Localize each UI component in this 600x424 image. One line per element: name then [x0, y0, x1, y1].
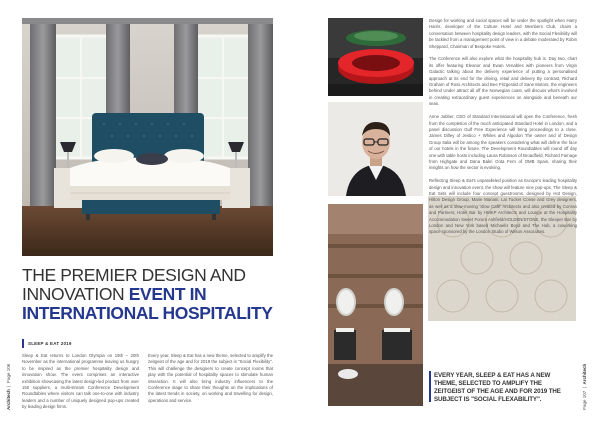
- pullquote-rule: [429, 371, 431, 402]
- red-lounge-photo: [328, 18, 423, 96]
- folio-left-page: Page 106: [6, 363, 11, 384]
- byline: SLEEP & EAT 2019: [28, 341, 72, 346]
- folio-right-page: Page 107: [582, 390, 587, 410]
- body-column-2: Every year, Sleep & Eat has a new theme, selected to amplify the zeitgeist of the age and for 2019 the subject is "Social Flexibility". This will challenge the designers to create concept rooms that play with the potential of hospitality spaces to stimulate human interaction. It will also bring industry influencers to the Conference stage to share their thoughts on the implications of the latest trends in society, on working and travelling for design, operations and service.: [148, 353, 273, 403]
- folio-right: Page 107 | Architech: [582, 363, 587, 410]
- article-headline: [22, 266, 282, 323]
- folio-left-brand: Architech: [6, 389, 11, 410]
- bedroom-illustration: [22, 18, 273, 256]
- body-column-3: Design for working and social spaces will be under the spotlight when Harry Harris, developer of the Culture Hotel and Members Club, chairs a conversation between hospitality design leaders, with the Social Flexibility will be tackled from a management point of view in a debate moderated by Robin Sheppard, Chairman of Bespoke Hotels. The Conference will also explore what the hospitality hub is. Day two, chart its offer featuring Eleanor and Ewan Venables with pioneers from Virgin Galactic talking about the delivery experience of putting a personalised approach at its end for the driving, retail and delivery By contrast, Richard Graham of Ross Architects and Bee Fitzgerald of Sane Motors, the engineers behind Under attract all off the Norwegian coast, will discuss what's involved in creating extraordinary guest experiences on alongside and beneath our seas. Anne Jubber, CEO of Standard International will open the Conference, fresh from the completion of the much anticipated Standard Hotel in London, and a panel discussion Gulf Free Experience will bring proceedings to a close. James Dilley of Jestico + Whiles and Algodon The owner and of Design Group Italia will be among the speakers considering what will define the face of our hotels in the future. The Development Roundtables will round off day one with table hosts including Laura Robinson of Broadfield, Richard Farnage from Highgate and Dana Bakri Oota Fern of OMB Spain, sharing their insights on how the sector is evolving. Reflecting Sleep & Eat's unparalleled position as Europe's leading hospitality design and innovation event, the show will feature nine pop-ups. The Sleep & Eat Sets will include four concept guestrooms, designed by Hot Design, Hilton Design Group, Marie Mariani, Lai Tucker Conse and Grey designers, as well as a slow-moving 'Slow Café' Architects and also created by Conran and Partners; Hotel Bar by HMKP Architects and Lounge at the Hospitality Accommodation Sweet Forum Ashfield/HOLDEN/STONE, the Sleeper Bar by London and New York based Michaelis Boyd and The Hub, a coworking space sponsored by the London Studio of Wilson Associates.: [429, 18, 577, 235]
- red-lounge-illustration: [328, 18, 423, 96]
- bathroom-illustration: [328, 204, 423, 406]
- pullquote: EVERY YEAR, SLEEP & EAT HAS A NEW THEME, SELECTED TO AMPLIFY THE ZEITGEIST OF THE AGE AND FOR 2019 THE SUBJECT IS "SOCIAL FLEXABILITY".: [434, 372, 561, 403]
- speaker-portrait-photo: [328, 102, 423, 196]
- folio-left: Architech | Page 106: [6, 363, 11, 410]
- folio-right-brand: Architech: [582, 363, 587, 385]
- speaker-portrait-illustration: [328, 102, 423, 196]
- headline-line-3-accent: INTERNATIONAL HOSPITALITY: [22, 303, 273, 323]
- body-column-1: Sleep & Eat returns to London Olympia on 19th – 20th November as the international programme leaving us hungry to be inspired as the premier hospitality design and innovation show. The event comprises an interactive exhibition showcasing the latest design-led product from over 150 suppliers, a multi-stream Conference Development Roundtables where visitors can talk one-to-one with industry leaders and a number of uniquely designed pop-ups created by leading design firms.: [22, 353, 139, 410]
- headline-line-2-plain: INNOVATION: [22, 284, 125, 304]
- headline-line-1: THE PREMIER DESIGN AND: [22, 265, 246, 285]
- headline-line-2-accent: EVENT IN: [128, 284, 207, 304]
- hero-bedroom-photo: [22, 18, 273, 256]
- bathroom-photo: [328, 204, 423, 406]
